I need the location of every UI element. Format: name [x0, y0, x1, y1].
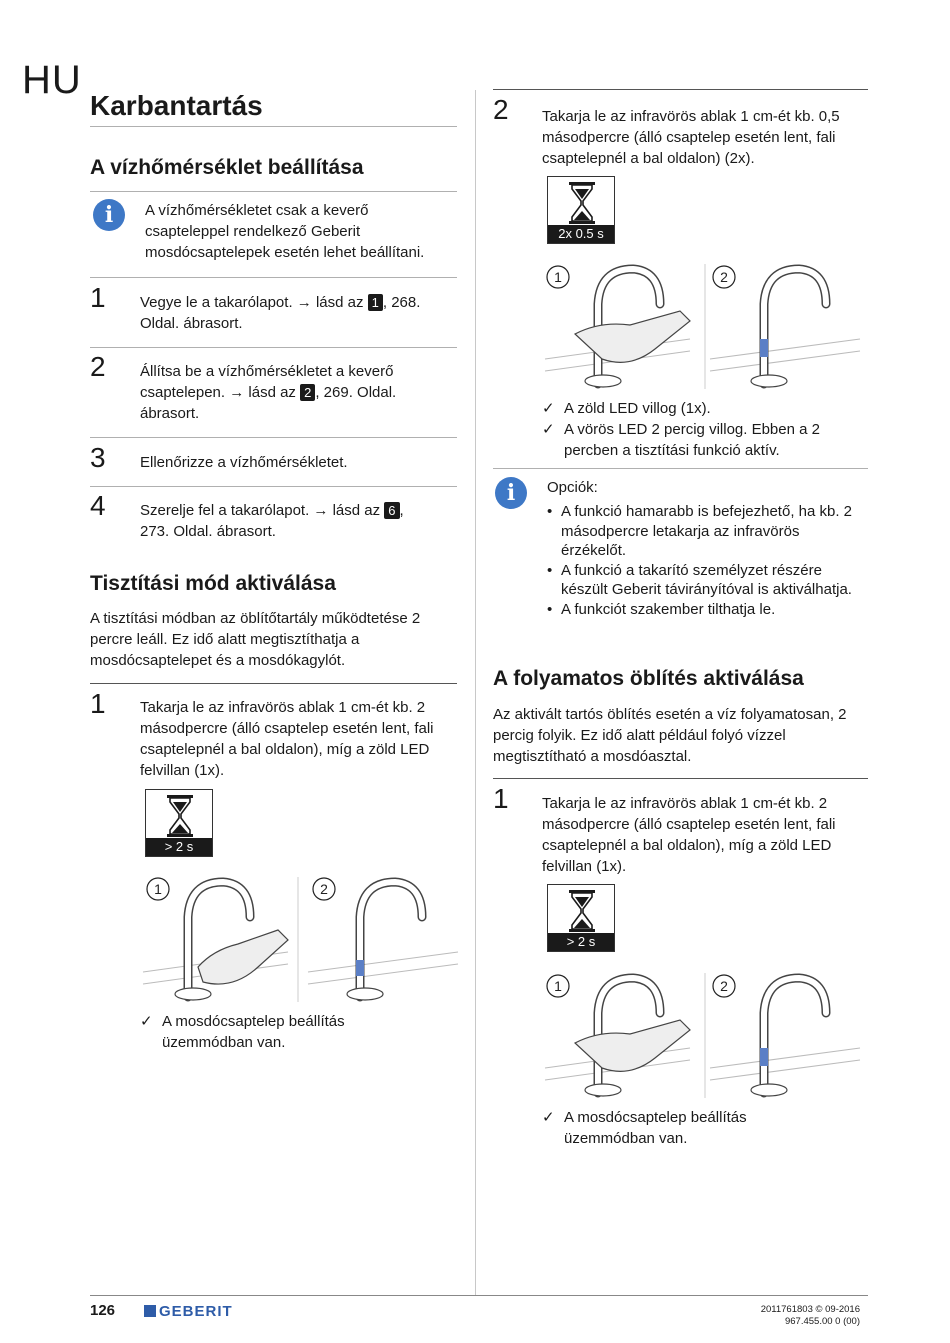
result-check [542, 398, 864, 419]
brand-logo [144, 1303, 233, 1320]
hourglass-icon [568, 889, 596, 933]
step-text: Takarja le az infravörös ablak 1 cm-ét kb. 2 másodpercre (álló csaptelep esetén lent, fali csaptelepnél a bal oldalon), míg a zöld LED felvillan (1x). [542, 795, 836, 875]
step-number: 1 [90, 688, 106, 719]
language-label: HU [22, 58, 82, 102]
section-intro: A tisztítási módban az öblítőtartály működtetése 2 percre leáll. Ez idő alatt megtisztíthatja a mosdócsaptelepet és a mosdókagylót. [90, 610, 421, 669]
step-rule [90, 437, 457, 438]
timer-indicator [547, 884, 615, 952]
result-check [140, 1011, 460, 1053]
check-icon: ✓ [140, 1013, 153, 1030]
result-text: A vörös LED 2 percig villog. Ebben a 2 percben a tisztítási funkció aktív. [564, 421, 820, 459]
document-version: 967.455.00 0 (00) [784, 1316, 860, 1327]
list-item: • A funkció a takarító személyzet részére készült Geberit távirányítóval is aktiválhatja. [547, 561, 863, 600]
faucet-diagram [540, 968, 862, 1103]
step-number: 4 [90, 490, 106, 521]
brand-name: GEBERIT [159, 1303, 233, 1320]
timer-label: > 2 s [146, 838, 212, 856]
step-text: Ellenőrizze a vízhőmérsékletet. [140, 454, 348, 471]
timer-indicator [145, 789, 213, 857]
result-text: A mosdócsaptelep beállítás üzemmódban van. [162, 1013, 345, 1051]
step-number: 2 [493, 94, 509, 125]
diagram-step-label: 1 [554, 269, 562, 285]
hourglass-icon [568, 181, 596, 225]
result-check [542, 419, 864, 461]
logo-square-icon [144, 1305, 156, 1317]
result-check [542, 1107, 864, 1149]
column-divider [475, 90, 476, 1295]
result-text: A mosdócsaptelep beállítás üzemmódban van. [564, 1109, 747, 1147]
step-text-part: Szerelje fel a takarólapot. → lásd az [140, 502, 385, 519]
diagram-step-label: 2 [720, 269, 728, 285]
list-item: • A funkció hamarabb is befejezhető, ha kb. 2 másodpercre letakarja az infravörös érzékelőt. [547, 502, 863, 561]
section-title-cleaning-mode: Tisztítási mód aktiválása [90, 572, 336, 595]
step-rule [90, 347, 457, 348]
figure-reference: 1 [368, 294, 383, 311]
section-rule [90, 683, 457, 684]
options-list [547, 502, 863, 619]
faucet-diagram [540, 259, 862, 394]
step-number: 1 [90, 282, 106, 313]
check-icon: ✓ [542, 421, 555, 438]
document-number: 2011761803 © 09-2016 [760, 1304, 860, 1315]
result-list [542, 398, 864, 461]
info-text: A vízhőmérsékletet csak a keverő csapteleppel rendelkező Geberit mosdócsaptelepek esetén lehet beállítani. [145, 202, 425, 261]
diagram-step-label: 2 [320, 881, 328, 897]
timer-label: 2x 0.5 s [548, 225, 614, 243]
step-text: Takarja le az infravörös ablak 1 cm-ét kb. 0,5 másodpercre (álló csaptelep esetén lent, fali csaptelepnél a bal oldalon) (2x). [542, 108, 840, 167]
footer-rule [90, 1295, 868, 1296]
page-title: Karbantartás [90, 90, 263, 121]
section-title-continuous-flush: A folyamatos öblítés aktiválása [493, 667, 804, 690]
page-number: 126 [90, 1302, 116, 1319]
section-rule [493, 468, 868, 469]
check-icon: ✓ [542, 400, 555, 417]
step-number: 3 [90, 442, 106, 473]
section-intro: Az aktivált tartós öblítés esetén a víz folyamatosan, 2 percig folyik. Ez idő alatt például folyó vízzel megtisztítható a mosdóasztal. [493, 706, 847, 765]
step-text [140, 292, 460, 334]
faucet-diagram [138, 872, 460, 1007]
figure-reference: 2 [300, 384, 315, 401]
hourglass-icon [166, 794, 194, 838]
list-item: • A funkciót szakember tilthatja le. [547, 600, 863, 620]
figure-reference: 6 [384, 502, 399, 519]
options-label: Opciók: [547, 479, 598, 496]
timer-label: > 2 s [548, 933, 614, 951]
step-text-part: Állítsa be a vízhőmérsékletet a keverő [140, 363, 394, 380]
diagram-step-label: 1 [554, 978, 562, 994]
step-text [140, 500, 460, 542]
timer-indicator [547, 176, 615, 244]
step-text-part: 273. Oldal. ábrasort. [140, 523, 276, 540]
title-rule [90, 126, 457, 127]
diagram-step-label: 2 [720, 978, 728, 994]
step-text [140, 361, 460, 424]
info-icon: i [495, 477, 527, 509]
diagram-step-label: 1 [154, 881, 162, 897]
step-rule [90, 486, 457, 487]
section-title-water-temperature: A vízhőmérséklet beállítása [90, 156, 364, 179]
section-rule [90, 277, 457, 278]
document-info [761, 1304, 860, 1328]
section-rule [493, 89, 868, 90]
step-text-part: , [399, 502, 404, 519]
step-number: 2 [90, 351, 106, 382]
info-icon: i [93, 199, 125, 231]
section-rule [493, 778, 868, 779]
step-text: Takarja le az infravörös ablak 1 cm-ét kb. 2 másodpercre (álló csaptelep esetén lent, fali csaptelepnél a bal oldalon), míg a zöld LED felvillan (1x). [140, 699, 434, 779]
step-text-part: , 269. Oldal. [315, 384, 397, 401]
step-text-part: Vegye le a takarólapot. → lásd az [140, 294, 368, 311]
step-number: 1 [493, 783, 509, 814]
check-icon: ✓ [542, 1109, 555, 1126]
step-text-part: csaptelepen. → lásd az [140, 384, 301, 401]
step-text-part: Oldal. ábrasort. [140, 315, 243, 332]
step-text-part: ábrasort. [140, 405, 200, 422]
step-text-part: , 268. [382, 294, 421, 311]
result-text: A zöld LED villog (1x). [564, 400, 711, 417]
section-rule [90, 191, 457, 192]
